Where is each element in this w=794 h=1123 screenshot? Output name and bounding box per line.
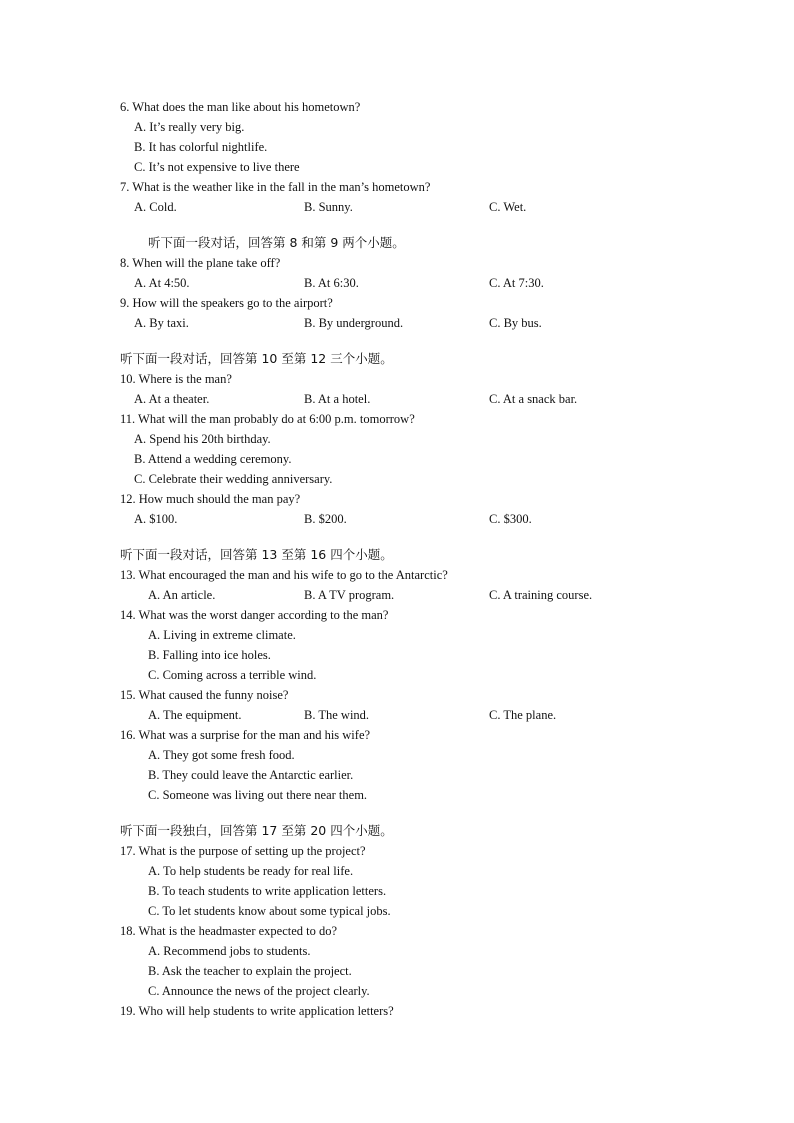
question-14-stem: 14. What was the worst danger according to the man? xyxy=(120,608,389,622)
question-9-option-b: B. By underground. xyxy=(304,316,404,330)
question-13-stem: 13. What encouraged the man and his wife to go to the Antarctic? xyxy=(120,568,448,582)
question-13-option-b: B. A TV program. xyxy=(304,588,395,602)
question-7-option-a: A. Cold. xyxy=(134,200,177,214)
question-18-stem: 18. What is the headmaster expected to do? xyxy=(120,924,338,938)
section-heading-4: 听下面一段对话，回答第 13 至第 16 四个小题。 xyxy=(120,547,393,562)
question-17-option-a: A. To help students be ready for real life. xyxy=(148,864,354,878)
question-18-option-a: A. Recommend jobs to students. xyxy=(148,944,311,958)
question-11-stem: 11. What will the man probably do at 6:00 p.m. tomorrow? xyxy=(120,412,415,426)
question-6-stem: 6. What does the man like about his hometown? xyxy=(120,100,361,114)
question-19-stem: 19. Who will help students to write application letters? xyxy=(120,1004,394,1018)
question-12-stem: 12. How much should the man pay? xyxy=(120,492,301,506)
question-12-option-c: C. $300. xyxy=(489,512,532,526)
question-8-stem: 8. When will the plane take off? xyxy=(120,256,281,270)
question-15-option-b: B. The wind. xyxy=(304,708,370,722)
question-16-option-a: A. They got some fresh food. xyxy=(148,748,295,762)
question-17-option-b: B. To teach students to write application letters. xyxy=(148,884,387,898)
question-11-option-b: B. Attend a wedding ceremony. xyxy=(134,452,292,466)
question-7-stem: 7. What is the weather like in the fall in the man’s hometown? xyxy=(120,180,431,194)
question-7-option-c: C. Wet. xyxy=(489,200,527,214)
question-6-option-b: B. It has colorful nightlife. xyxy=(134,140,268,154)
question-11-option-a: A. Spend his 20th birthday. xyxy=(134,432,271,446)
question-15-option-c: C. The plane. xyxy=(489,708,557,722)
question-16-option-c: C. Someone was living out there near them. xyxy=(148,788,368,802)
section-heading-5: 听下面一段独白，回答第 17 至第 20 四个小题。 xyxy=(120,823,393,838)
question-9-option-c: C. By bus. xyxy=(489,316,542,330)
question-8-option-a: A. At 4:50. xyxy=(134,276,190,290)
question-10-option-b: B. At a hotel. xyxy=(304,392,371,406)
question-7-option-b: B. Sunny. xyxy=(304,200,353,214)
question-14-option-b: B. Falling into ice holes. xyxy=(148,648,271,662)
section-heading-3: 听下面一段对话，回答第 10 至第 12 三个小题。 xyxy=(120,351,393,366)
question-14-option-c: C. Coming across a terrible wind. xyxy=(148,668,317,682)
question-18-option-b: B. Ask the teacher to explain the project. xyxy=(148,964,352,978)
question-17-option-c: C. To let students know about some typical jobs. xyxy=(148,904,391,918)
question-18-option-c: C. Announce the news of the project clearly. xyxy=(148,984,370,998)
question-14-option-a: A. Living in extreme climate. xyxy=(148,628,296,642)
question-6-option-c: C. It’s not expensive to live there xyxy=(134,160,300,174)
question-8-option-b: B. At 6:30. xyxy=(304,276,359,290)
question-10-option-a: A. At a theater. xyxy=(134,392,210,406)
question-9-stem: 9. How will the speakers go to the airport? xyxy=(120,296,333,310)
question-8-option-c: C. At 7:30. xyxy=(489,276,544,290)
question-15-stem: 15. What caused the funny noise? xyxy=(120,688,289,702)
question-10-stem: 10. Where is the man? xyxy=(120,372,232,386)
question-16-option-b: B. They could leave the Antarctic earlier. xyxy=(148,768,354,782)
question-9-option-a: A. By taxi. xyxy=(134,316,189,330)
question-11-option-c: C. Celebrate their wedding anniversary. xyxy=(134,472,333,486)
question-12-option-b: B. $200. xyxy=(304,512,347,526)
question-13-option-c: C. A training course. xyxy=(489,588,593,602)
section-heading-2: 听下面一段对话，回答第 8 和第 9 两个小题。 xyxy=(148,235,405,250)
question-10-option-c: C. At a snack bar. xyxy=(489,392,578,406)
question-13-option-a: A. An article. xyxy=(148,588,216,602)
question-12-option-a: A. $100. xyxy=(134,512,178,526)
question-15-option-a: A. The equipment. xyxy=(148,708,242,722)
question-17-stem: 17. What is the purpose of setting up the project? xyxy=(120,844,366,858)
question-6-option-a: A. It’s really very big. xyxy=(134,120,245,134)
question-16-stem: 16. What was a surprise for the man and his wife? xyxy=(120,728,371,742)
